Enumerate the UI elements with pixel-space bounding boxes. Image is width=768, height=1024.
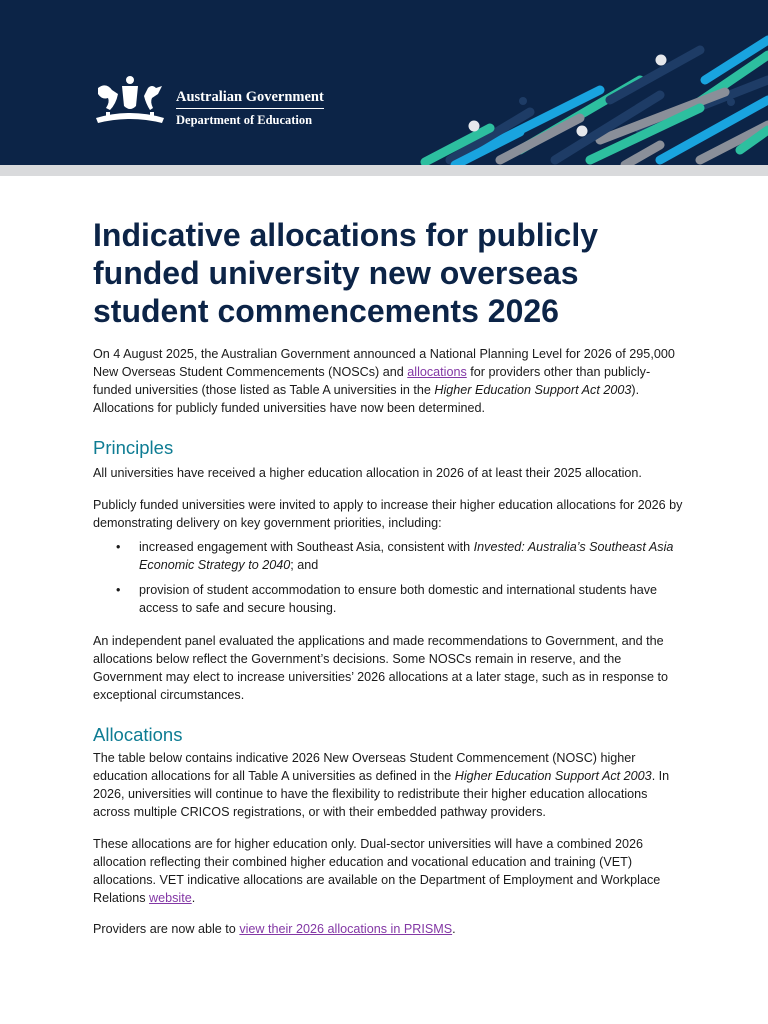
alloc-p3-text: Providers are now able to xyxy=(93,922,240,936)
bullet-marker: • xyxy=(116,540,121,554)
principles-paragraph-1: All universities have received a higher education allocation in 2026 of at least their 2025 allocation. xyxy=(93,466,642,480)
alloc-p2-text: These allocations are for higher education only. Dual-sector universities will have a combined 2026 allocation reflecting their combined higher education and vocational education and training (VET) allocations. VET indicative allocations are available on the Department of Employment and Workplace Relations xyxy=(93,837,661,905)
list-item xyxy=(93,538,683,574)
government-wordmark xyxy=(176,88,324,128)
allocations-paragraph-1 xyxy=(93,749,683,821)
document-body xyxy=(93,216,683,938)
alloc-p2-end: . xyxy=(191,891,196,905)
list-item xyxy=(93,581,683,617)
principles-paragraph-2: Publicly funded universities were invited to apply to increase their higher education allocations for 2026 by demonstrating delivery on key government priorities, including: xyxy=(93,498,683,530)
intro-text-2: for providers other than publicly-funded universities (those listed as Table A universities in the xyxy=(93,365,651,397)
allocations-paragraph-2 xyxy=(93,835,683,907)
bullet-1-end: ; and xyxy=(290,558,319,572)
allocations-heading: Allocations xyxy=(93,724,183,745)
dewr-website-link[interactable]: website xyxy=(149,891,192,905)
bullet-marker: • xyxy=(116,583,121,597)
priorities-list xyxy=(93,538,683,617)
prisms-link[interactable]: view their 2026 allocations in PRISMS xyxy=(239,922,453,936)
coat-of-arms-logo xyxy=(92,74,168,128)
alloc-p3-end: . xyxy=(452,922,456,936)
intro-act-title: Higher Education Support Act 2003 xyxy=(434,383,632,397)
bullet-1-italic: Invested: Australia’s Southeast Asia Economic Strategy to 2040 xyxy=(139,540,674,572)
org-line-1: Australian Government xyxy=(176,89,324,105)
intro-paragraph xyxy=(93,345,683,417)
bullet-2-text: provision of student accommodation to ensure both domestic and international students have access to safe and secure housing. xyxy=(139,583,658,615)
intro-text-1: On 4 August 2025, the Australian Government announced a National Planning Level for 2026 of 295,000 New Overseas Student Commencements (NOSCs) and xyxy=(93,347,675,379)
header-banner xyxy=(0,0,768,165)
principles-heading: Principles xyxy=(93,437,174,458)
allocations-link[interactable]: allocations xyxy=(407,365,467,379)
alloc-act-title: Higher Education Support Act 2003 xyxy=(454,769,652,783)
alloc-p1-text-1: The table below contains indicative 2026 New Overseas Student Commencement (NOSC) higher education allocations for all Table A universities as defined in the xyxy=(93,751,636,783)
principles-paragraph-3: An independent panel evaluated the applications and made recommendations to Government, and the allocations below reflect the Government’s decisions. Some NOSCs remain in reserve, and the Government may elect to increase universities’ 2026 allocations at a later stage, such as in response to exceptional circumstances. xyxy=(93,634,668,702)
banner-divider xyxy=(0,165,768,176)
page-title: Indicative allocations for publicly funded university new overseas student commencements 2026 xyxy=(93,217,598,329)
org-line-2: Department of Education xyxy=(176,113,313,127)
wordmark-divider xyxy=(176,108,324,109)
bullet-1-text: increased engagement with Southeast Asia, consistent with xyxy=(139,540,474,554)
alloc-p1-text-2: . In 2026, universities will continue to have the flexibility to redistribute their higher education allocations across multiple CRICOS registrations, or with their embedded pathway providers. xyxy=(93,769,670,819)
allocations-paragraph-3 xyxy=(93,920,683,938)
intro-text-3: ). Allocations for publicly funded universities have now been determined. xyxy=(93,383,640,415)
